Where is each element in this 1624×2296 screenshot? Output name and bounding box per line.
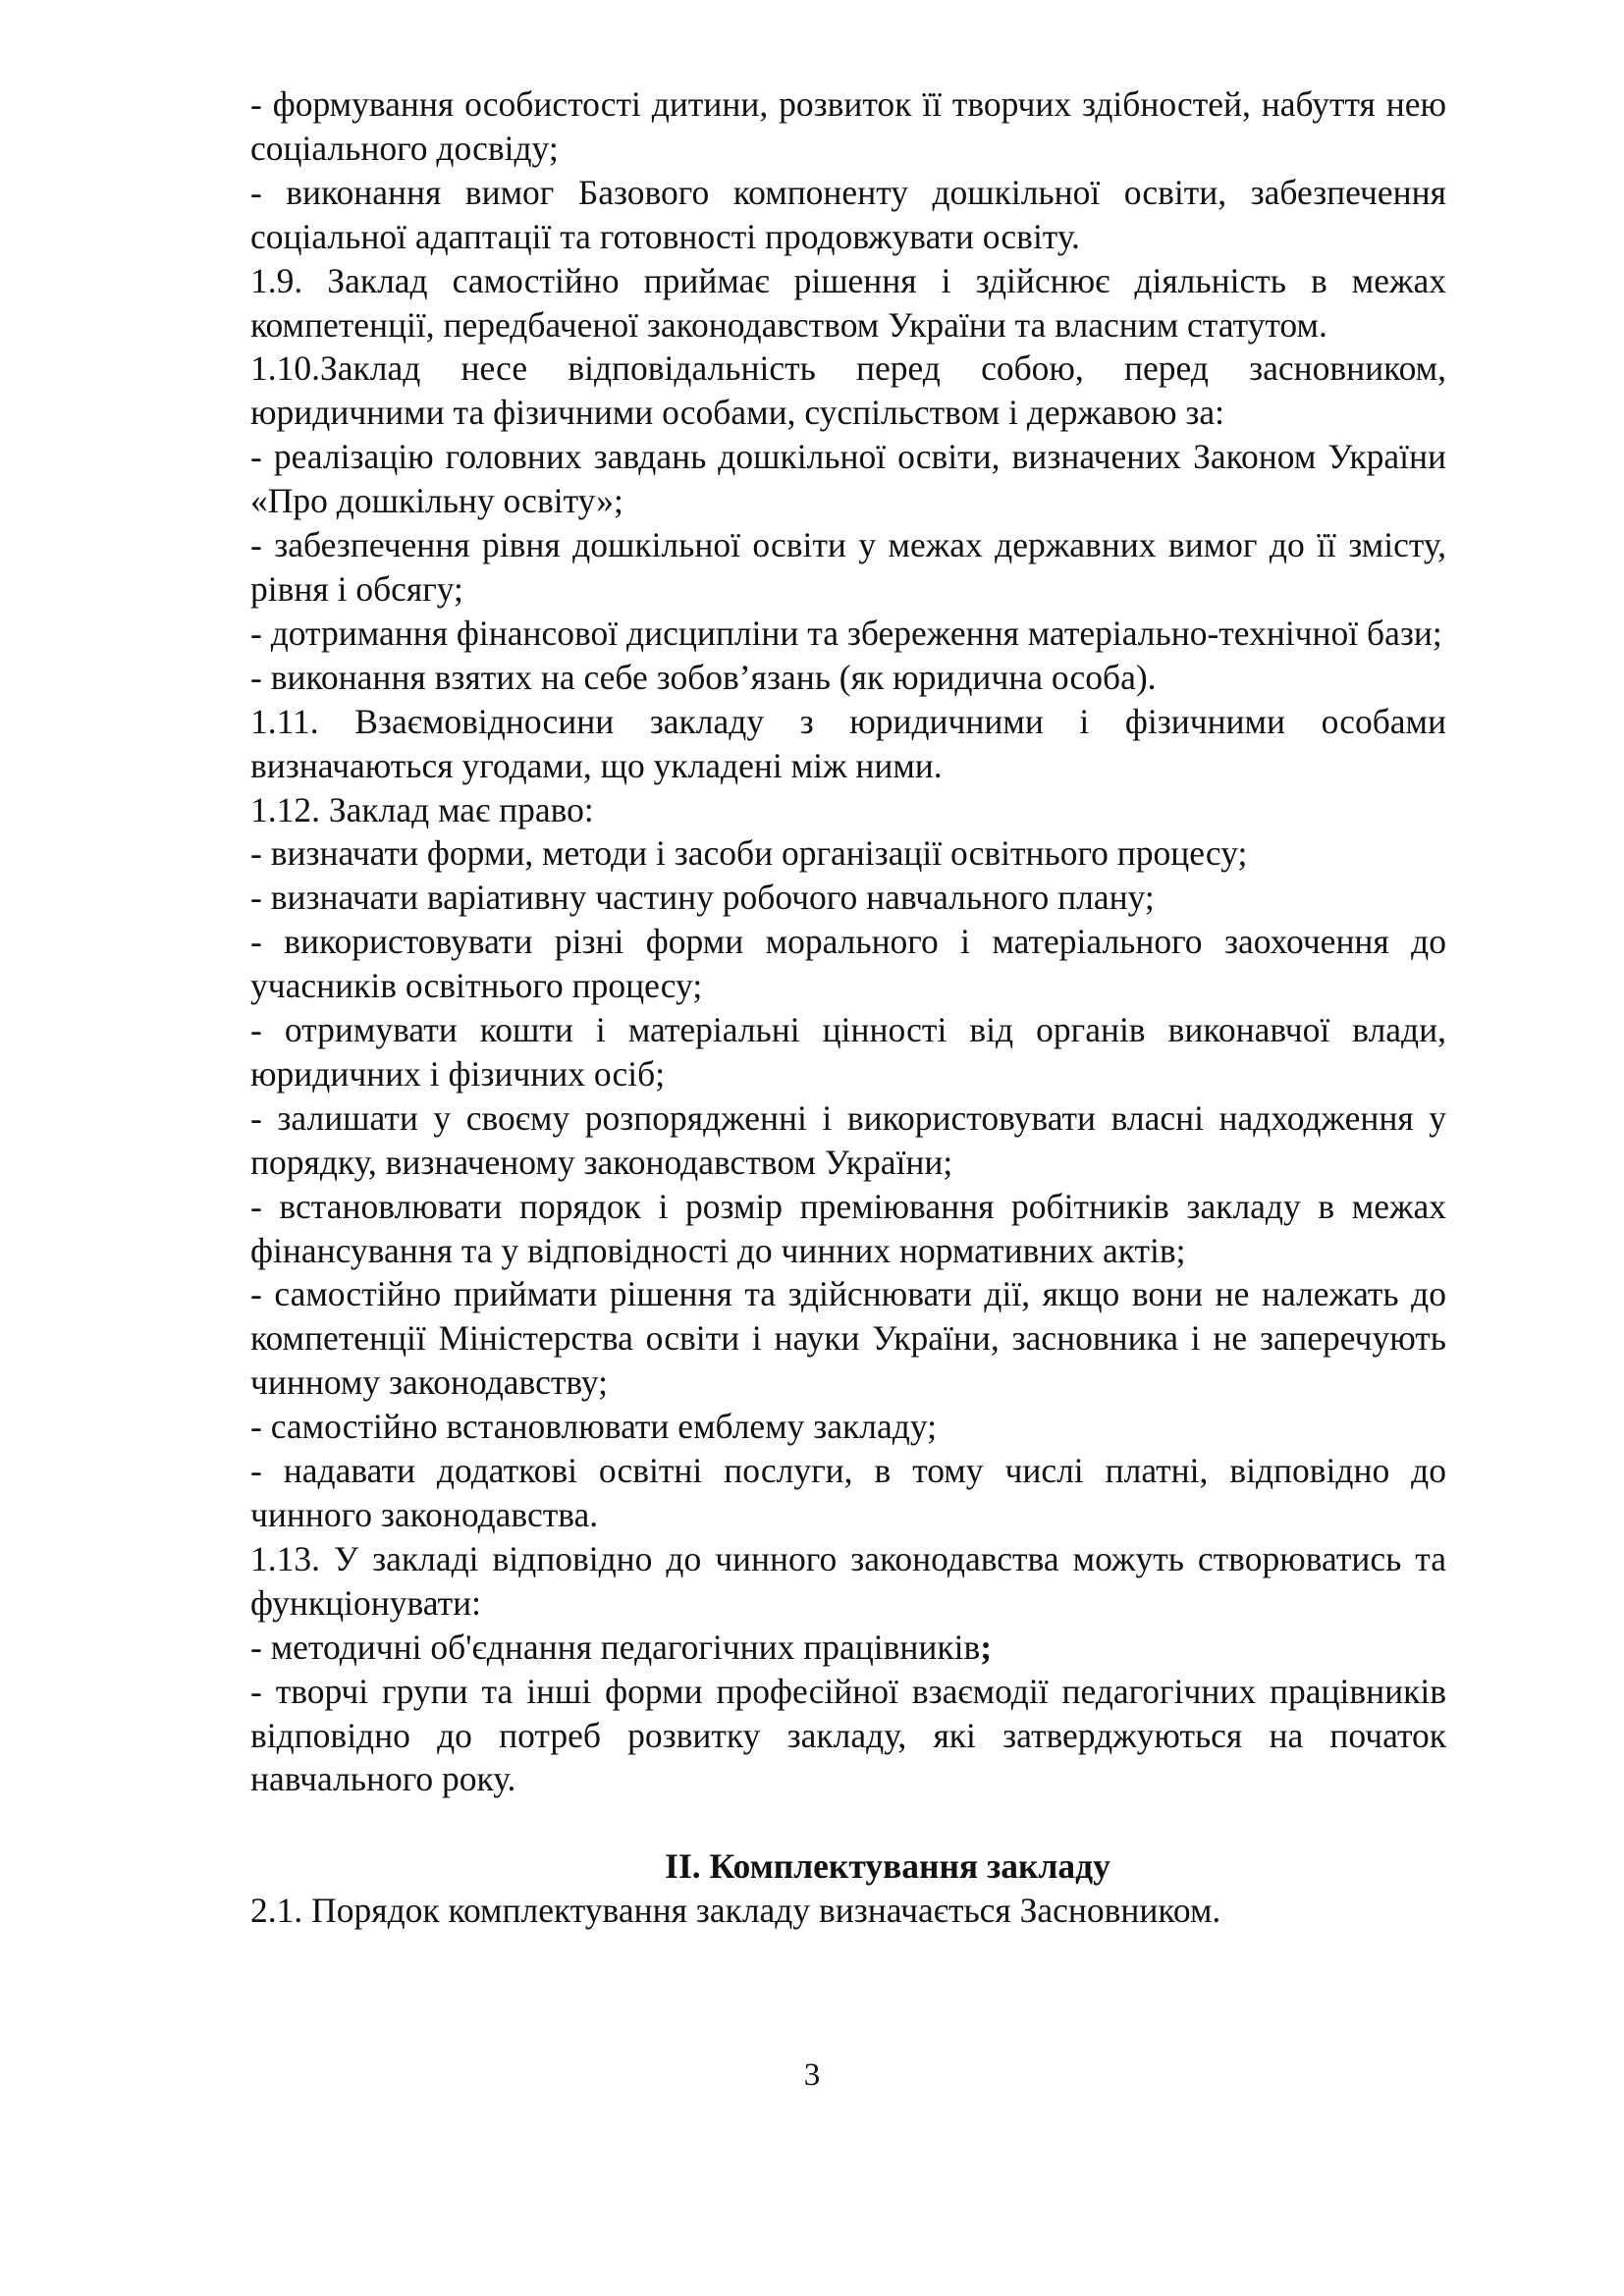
paragraph-11: - визначати форми, методи і засоби організації освітнього процесу; [250, 833, 1248, 874]
paragraph-6: - забезпечення рівня дошкільної освіти у межах державних вимог до її змісту, рівня і обсягу; [250, 525, 1446, 609]
paragraph-creative: - творчі групи та інші форми професійної взаємодії педагогічних працівників відповідно до потреб розвитку закладу, які затверджуються на початок навчального року. [250, 1671, 1446, 1799]
paragraph-8: - виконання взятих на себе зобов’язань (як юридична особа). [250, 657, 1157, 697]
section-heading: ІІ. Комплектування закладу [665, 1846, 1110, 1887]
document-page [250, 82, 1446, 1933]
paragraph-20: 1.13. У закладі відповідно до чинного законодавства можуть створюватись та функціонувати: [250, 1538, 1446, 1623]
paragraph-methodical [250, 1626, 1446, 1670]
methodical-text: - методичні об'єднання педагогічних працівників [250, 1627, 981, 1667]
section-paragraph: 2.1. Порядок комплектування закладу визначається Засновником. [250, 1891, 1221, 1931]
paragraph-10: 1.12. Заклад має право: [250, 789, 594, 829]
paragraph-1: - формування особистості дитини, розвиток її творчих здібностей, набуття нею соціального досвіду; [250, 84, 1446, 168]
paragraph-7: - дотримання фінансової дисципліни та збереження матеріально-технічної бази; [250, 613, 1442, 653]
paragraph-9: 1.11. Взаємовідносини закладу з юридичними і фізичними особами визначаються угодами, що укладені між ними. [250, 701, 1446, 785]
paragraph-19: - надавати додаткові освітні послуги, в тому числі платні, відповідно до чинного законодавства. [250, 1451, 1446, 1534]
page-number: 3 [803, 2057, 821, 2093]
paragraph-4: 1.10.Заклад несе відповідальність перед собою, перед засновником, юридичними та фізичними особами, суспільством і державою за: [250, 348, 1446, 433]
paragraph-13: - використовувати різні форми морального і матеріального заохочення до учасників освітнього процесу; [250, 922, 1446, 1006]
paragraph-12: - визначати варіативну частину робочого навчального плану; [250, 878, 1155, 918]
paragraph-16: - встановлювати порядок і розмір преміювання робітників закладу в межах фінансування та у відповідності до чинних нормативних актів; [250, 1186, 1446, 1270]
paragraph-14: - отримувати кошти і матеріальні цінності від органів виконавчої влади, юридичних і фізичних осіб; [250, 1010, 1446, 1094]
paragraph-5: - реалізацію головних завдань дошкільної освіти, визначених Законом України «Про дошкільну освіту»; [250, 437, 1446, 521]
methodical-punct: ; [980, 1627, 993, 1667]
paragraph-18: - самостійно встановлювати емблему закладу; [250, 1407, 937, 1447]
paragraph-15: - залишати у своєму розпорядженні і використовувати власні надходження у порядку, визначеному законодавством України; [250, 1097, 1446, 1182]
paragraph-2: - виконання вимог Базового компоненту дошкільної освіти, забезпечення соціальної адаптації та готовності продовжувати освіту. [250, 172, 1446, 256]
paragraph-3: 1.9. Заклад самостійно приймає рішення і здійснює діяльність в межах компетенції, передбаченої законодавством України та власним статутом. [250, 260, 1446, 345]
paragraph-17: - самостійно приймати рішення та здійснювати дії, якщо вони не належать до компетенції Міністерства освіти і науки України, засновника і не заперечують чинному законодавству; [250, 1274, 1446, 1403]
